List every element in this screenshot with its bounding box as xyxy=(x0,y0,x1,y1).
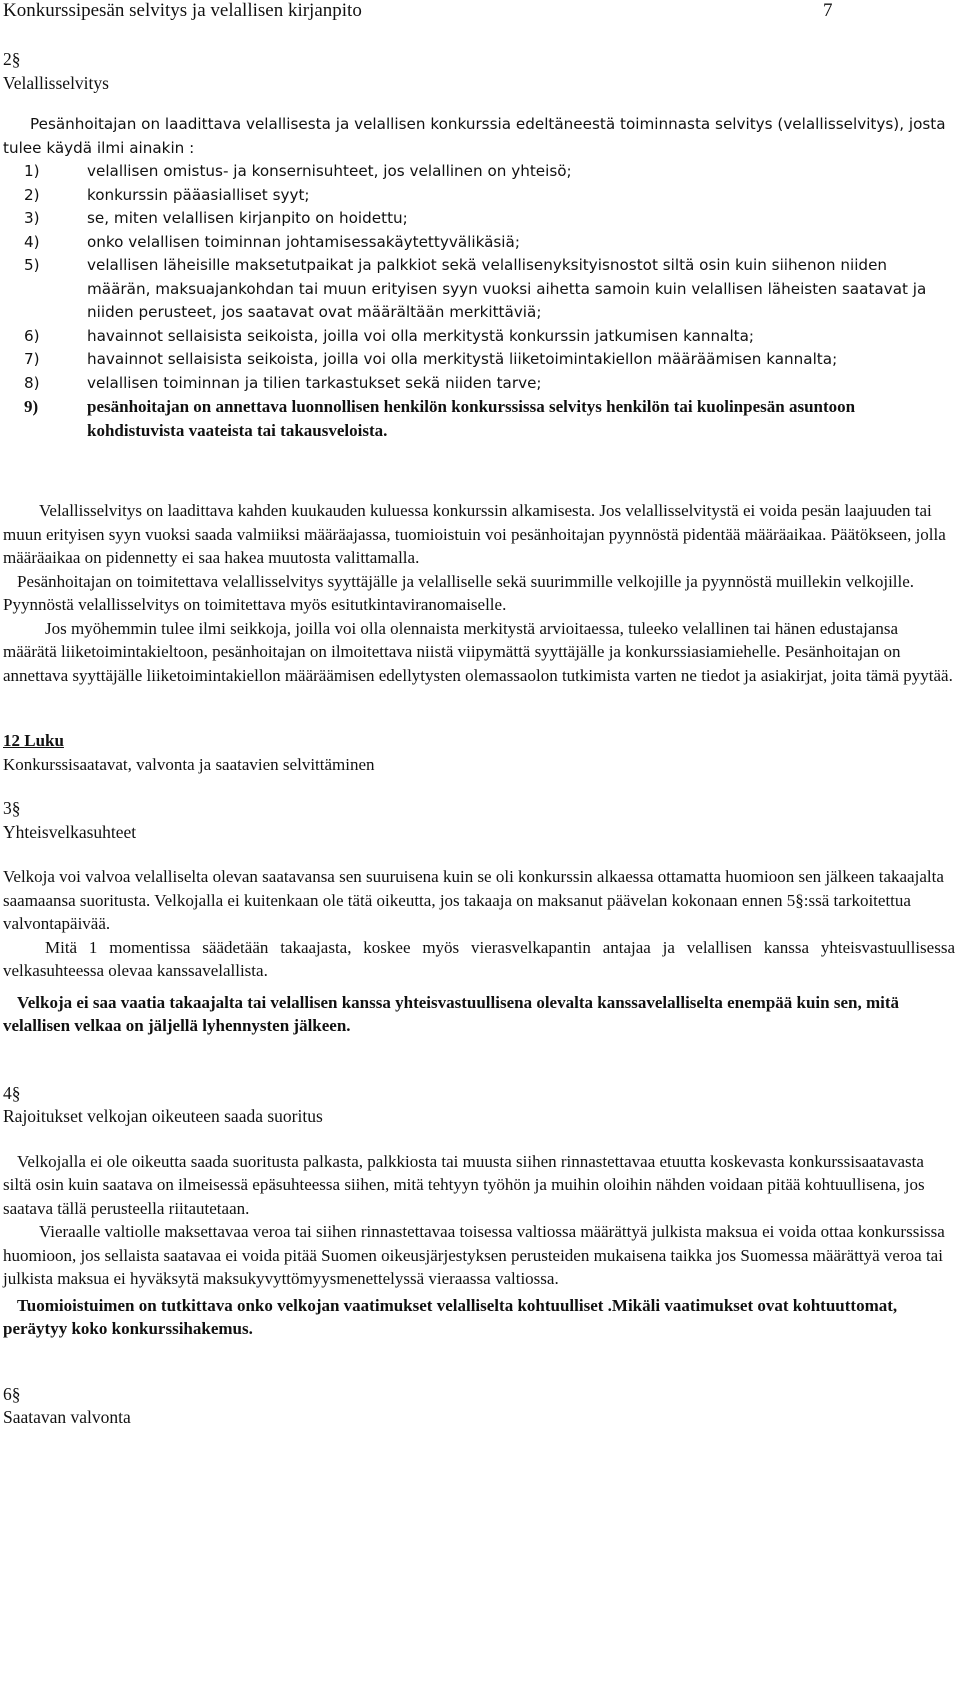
page-header xyxy=(3,0,955,28)
document-page xyxy=(3,0,955,1430)
list-item xyxy=(3,372,955,396)
list-item xyxy=(3,207,955,231)
document-title: Konkurssipesän selvitys ja velallisen kirjanpito xyxy=(3,0,362,21)
section-3-paragraph: Velkoja voi valvoa velalliselta olevan saatavansa sen suuruisena kuin se oli konkurssin alkaessa ottamatta huomioon sen jälkeen takaajalta saamaansa suoritusta. Velkojalla ei kuitenkaan ole tätä oikeutta, jos takaaja on maksanut päävelan kokonaan ennen 5§:ssä tarkoitettua valvontapäivää. xyxy=(3,867,944,933)
list-item-number: 1) xyxy=(24,162,40,180)
list-item-number: 3) xyxy=(24,209,40,227)
section-number: 6§ xyxy=(3,1383,21,1404)
list-item-text: havainnot sellaisista seikoista, joilla voi olla merkitystä liiketoimintakiellon määräämisen kannalta; xyxy=(87,350,838,368)
section-6-heading xyxy=(3,1383,955,1430)
section-title: Saatavan valvonta xyxy=(3,1407,131,1427)
requirements-list xyxy=(3,160,955,442)
list-item-text: se, miten velallisen kirjanpito on hoidettu; xyxy=(87,209,408,227)
chapter-heading xyxy=(3,729,955,776)
section-2-heading xyxy=(3,48,955,95)
list-item-number: 9) xyxy=(24,397,39,416)
list-item xyxy=(3,231,955,255)
section-title: Velallisselvitys xyxy=(3,72,109,93)
section-title: Yhteisvelkasuhteet xyxy=(3,821,137,842)
list-item-number: 6) xyxy=(24,326,40,345)
list-item-text: konkurssin pääasialliset syyt; xyxy=(87,185,310,204)
section-3-paragraph: Mitä 1 momentissa säädetään takaajasta, koskee myös vierasvelkapantin antajaa ja velallisen kanssa yhteisvastuullisessa velkasuhteessa olevaa kanssavelallista. xyxy=(3,937,955,980)
section-3-heading xyxy=(3,797,955,844)
list-item-text: pesänhoitajan on annettava luonnollisen henkilön konkurssissa selvitys henkilön tai kuolinpesän asuntoon kohdistuvista vaateista tai takausveloista. xyxy=(87,397,856,440)
list-item-text: velallisen toiminnan ja tilien tarkastukset sekä niiden tarve; xyxy=(87,373,542,392)
list-item xyxy=(3,184,955,208)
section-4-paragraph: Vieraalle valtiolle maksettavaa veroa tai siihen rinnastettavaa toisessa valtiossa määrättyä julkista maksua ei voida ottaa konkurssissa huomioon, jos sellaista saatavaa ei voida pitää Suomen oikeusjärjestyksen perusteiden mukaisena taikka jos Suomessa määrättyä veroa tai julkista maksua ei hyväksytä maksukyvyttömyysmenettelyssä vieraassa valtiossa. xyxy=(3,1222,945,1288)
section-4-paragraph: Velkojalla ei ole oikeutta saada suoritusta palkasta, palkkiosta tai muusta siihen rinnastettavaa etuutta koskevasta konkurssisaatavasta siltä osin kuin saatava on ilmeisessä epäsuhteessa siihen, mitä tehtyyn työhön ja muihin oloihin nähden voidaan pitää kohtuullisena, jos saatava tällä perusteella riitautetaan. xyxy=(3,1151,925,1218)
list-item xyxy=(3,395,955,442)
section-number: 2§ xyxy=(3,49,21,69)
list-item-text: velallisen läheisille maksetutpaikat ja palkkiot sekä velallisenyksityisnostot siltä osin kuin siihenon niiden määrän, maksuajankohdan tai muun erityisen syyn vuoksi aihetta samoin kuin velallisen läheisten saatavat ja niiden perusteet, jos saatavat ovat määrältään merkittäviä; xyxy=(87,256,927,321)
section-2-paragraph: Jos myöhemmin tulee ilmi seikkoja, joilla voi olla olennaista merkitystä arvioitaessa, tuleeko velallinen tai hänen edustajansa määrätä liiketoimintakieltoon, pesänhoitajan on ilmoitettava niistä viipymättä syyttäjälle ja konkurssiasiamiehelle. Pesänhoitajan on annettava syyttäjälle liiketoimintakiellon määräämisen edellytysten olemassaolon tutkimista varten ne tiedot ja asiakirjat, joita tämä pyytää. xyxy=(3,618,953,685)
list-item xyxy=(3,254,955,325)
section-2-paragraph: Pesänhoitajan on toimitettava velallisselvitys syyttäjälle ja velalliselle sekä suurimmille velkojille ja pyynnöstä muillekin velkojille. Pyynnöstä velallisselvitys on toimitettava myös esitutkintaviranomaiselle. xyxy=(3,571,915,614)
section-2-paragraph: Velallisselvitys on laadittava kahden kuukauden kuluessa konkurssin alkamisesta. Jos velallisselvitystä ei voida pesän laajuuden tai muun erityisen syyn vuoksi saada valmiiksi määräajassa, tuomioistuin voi pesänhoitajan pyynnöstä pidentää määräaikaa. Päätökseen, jolla määräaikaa on pidennetty ei saa hakea muutosta valittamalla. xyxy=(3,501,946,567)
section-4-heading xyxy=(3,1082,955,1129)
list-item-number: 4) xyxy=(24,232,40,251)
list-item-number: 7) xyxy=(24,350,40,368)
list-item-number: 8) xyxy=(24,373,40,392)
section-number: 3§ xyxy=(3,798,21,818)
section-title: Rajoitukset velkojan oikeuteen saada suoritus xyxy=(3,1106,323,1126)
list-item-text: havainnot sellaisista seikoista, joilla voi olla merkitystä konkurssin jatkumisen kannalta; xyxy=(87,326,755,345)
section-2-intro: Pesänhoitajan on laadittava velallisesta ja velallisen konkurssia edeltäneestä toiminnasta selvitys (velallisselvitys), josta tulee käydä ilmi ainakin : xyxy=(3,115,946,157)
list-item-number: 2) xyxy=(24,185,40,204)
list-item-text: onko velallisen toiminnan johtamisessakäytettyvälikäsiä; xyxy=(87,232,520,251)
chapter-title: Konkurssisaatavat, valvonta ja saatavien selvittäminen xyxy=(3,754,375,774)
section-4-paragraph: Tuomioistuimen on tutkittava onko velkojan vaatimukset velalliselta kohtuulliset .Mikäli vaatimukset ovat kohtuuttomat, peräytyy koko konkurssihakemus. xyxy=(3,1295,898,1338)
list-item-number: 5) xyxy=(24,256,40,274)
list-item xyxy=(3,325,955,349)
section-3-paragraph: Velkoja ei saa vaatia takaajalta tai velallisen kanssa yhteisvastuullisena olevalta kanssavelalliselta enempää kuin sen, mitä velallisen velkaa on jäljellä lyhennysten jälkeen. xyxy=(3,992,900,1035)
chapter-number: 12 Luku xyxy=(3,731,64,750)
page-number: 7 xyxy=(823,0,833,21)
section-number: 4§ xyxy=(3,1082,21,1103)
list-item xyxy=(3,348,955,372)
list-item xyxy=(3,160,955,184)
list-item-text: velallisen omistus- ja konsernisuhteet, jos velallinen on yhteisö; xyxy=(87,162,572,180)
